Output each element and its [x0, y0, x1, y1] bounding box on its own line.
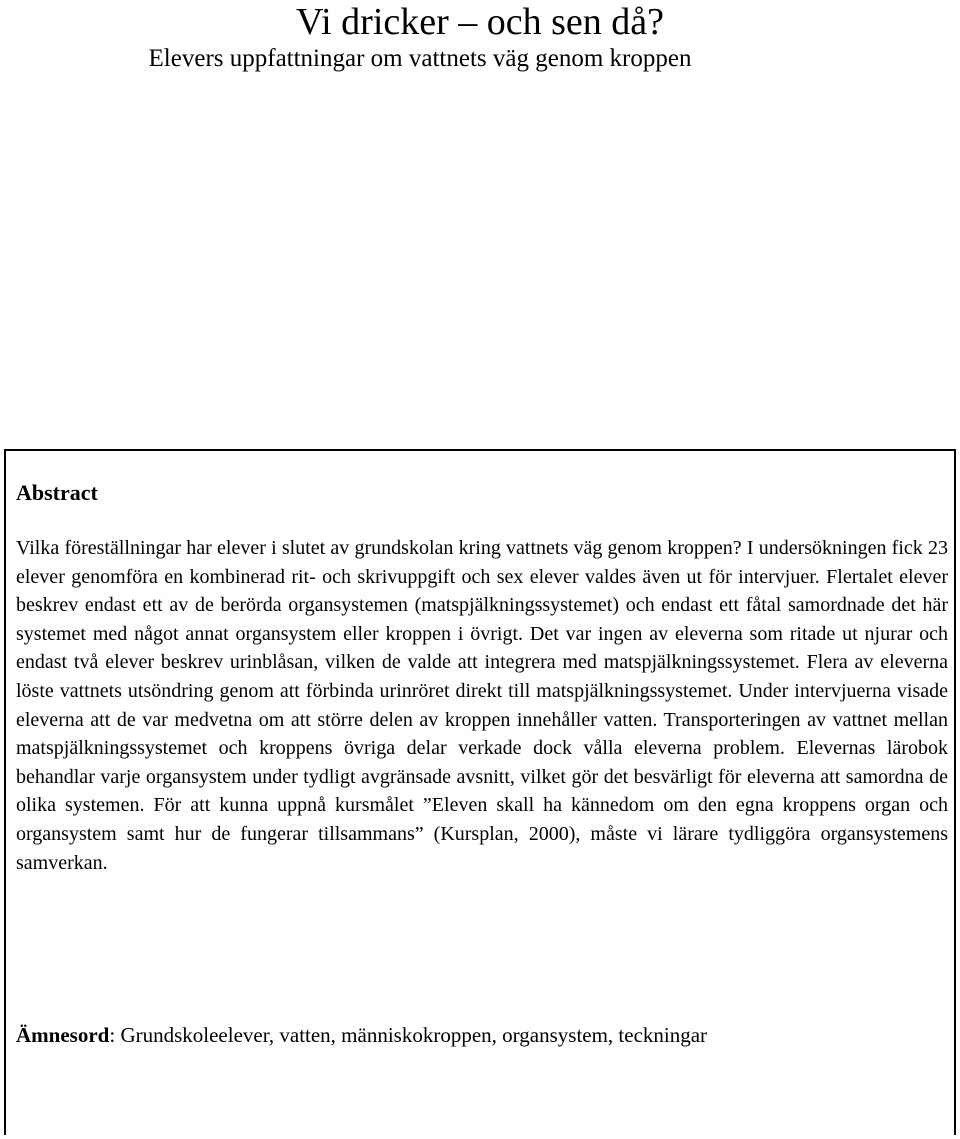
- abstract-body: Vilka föreställningar har elever i slutet av grundskolan kring vattnets väg genom kroppen? I undersökningen fick 23 elever genomföra en kombinerad rit- och skrivuppgift och sex elever valdes även ut för intervjuer. Flertalet elever beskrev endast ett av de berörda organsystemen (matspjälkningssystemet) och endast ett fåtal samordnade det här systemet med något annat organsystem eller kroppen i övrigt. Det var ingen av eleverna som ritade ut njurar och endast två elever beskrev urinblåsan, vilken de valde att integrera med matspjälkningssystemet. Flera av eleverna löste vattnets utsöndring genom att förbinda urinröret direkt till matspjälkningssystemet. Under intervjuerna visade eleverna att de var medvetna om att större delen av kroppen innehåller vatten. Transporteringen av vattnet mellan matspjälkningssystemet och kroppens övriga delar verkade dock vålla eleverna problem. Elevernas lärobok behandlar varje organsystem under tydligt avgränsade avsnitt, vilket gör det besvärligt för eleverna att samordna de olika systemen. För att kunna uppnå kursmålet ”Eleven skall ha kännedom om den egna kroppens organ och organsystem samt hur de fungerar tillsammans” (Kursplan, 2000), måste vi lärare tydliggöra organsystemens samverkan.: [16, 537, 948, 874]
- keywords-line: [16, 1020, 707, 1050]
- abstract-heading: Abstract: [16, 480, 98, 505]
- document-subtitle: Elevers uppfattningar om vattnets väg genom kroppen: [148, 45, 692, 72]
- document-title: Vi dricker – och sen då?: [295, 1, 665, 43]
- keywords-separator: :: [109, 1023, 116, 1047]
- keywords-label: Ämnesord: [16, 1023, 110, 1047]
- keywords-list: Grundskoleelever, vatten, människokroppen, organsystem, teckningar: [120, 1023, 708, 1047]
